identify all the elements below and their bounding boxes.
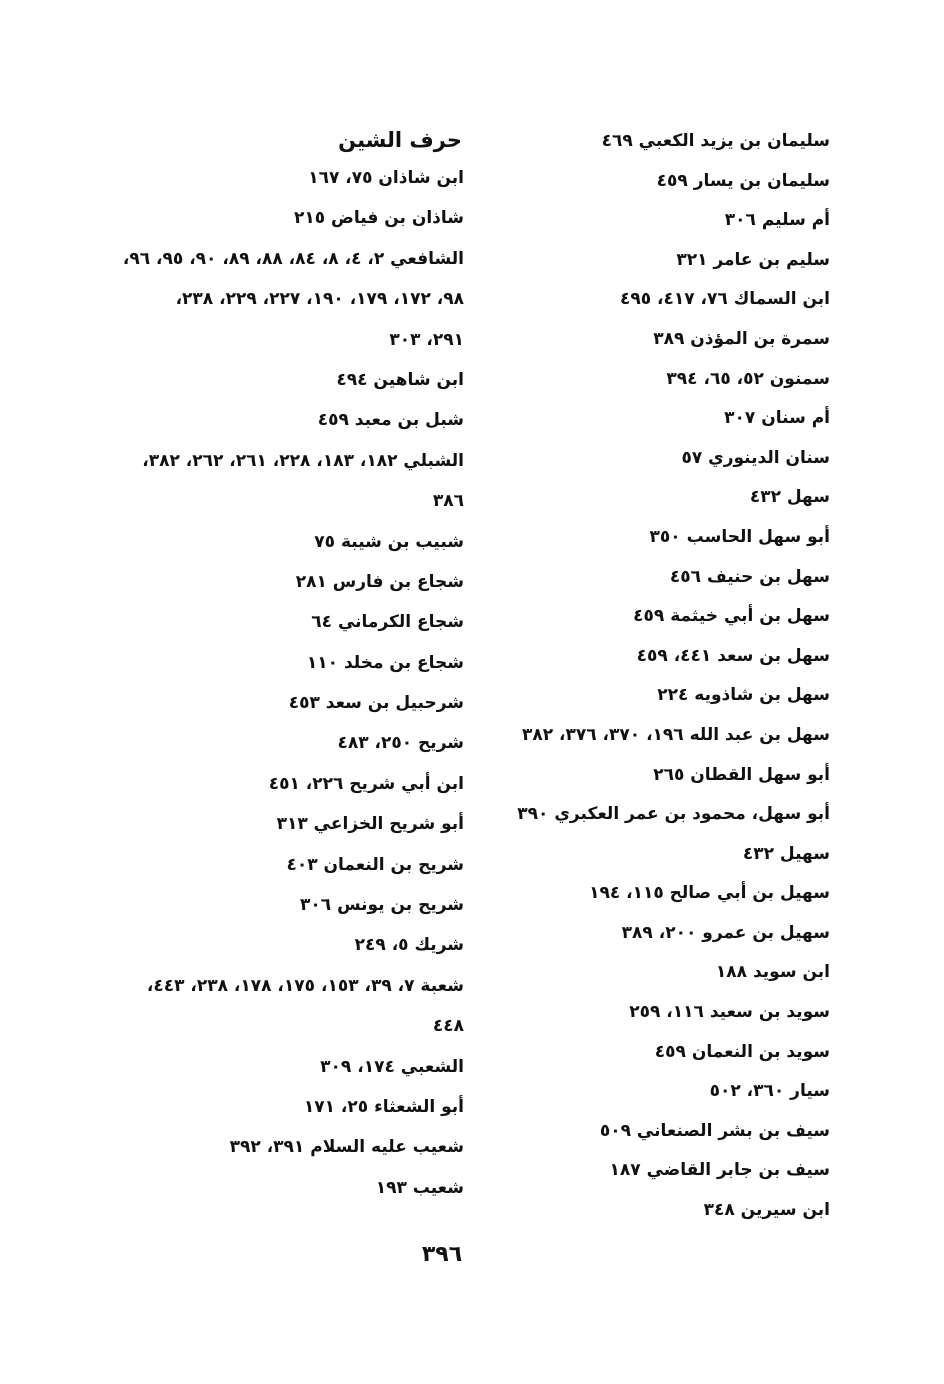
index-entry: أبو الشعثاء ٢٥، ١٧١ (303, 1096, 464, 1117)
index-entry: أبو سهل القطان ٢٦٥ (653, 764, 830, 785)
index-entry: شريح ٢٥٠، ٤٨٣ (337, 733, 464, 754)
index-entry: شعيب عليه السلام ٣٩١، ٣٩٢ (229, 1137, 464, 1158)
index-entry: شاذان بن فياض ٢١٥ (293, 208, 464, 229)
index-entry: سهل بن حنيف ٤٥٦ (669, 566, 830, 587)
index-entry: سهل بن عبد الله ١٩٦، ٣٧٠، ٣٧٦، ٣٨٢ (521, 724, 830, 745)
index-entry: أبو سهل، محمود بن عمر العكبري ٣٩٠ (517, 804, 830, 825)
index-entry: سهل بن سعد ٤٤١، ٤٥٩ (636, 645, 830, 666)
index-entry: شجاع بن مخلد ١١٠ (306, 652, 464, 673)
index-entry: شعيب ١٩٣ (375, 1177, 464, 1198)
index-entry: سيف بن بشر الصنعاني ٥٠٩ (599, 1120, 830, 1141)
index-entry-continuation: ٩٨، ١٧٢، ١٧٩، ١٩٠، ٢٢٧، ٢٢٩، ٢٣٨، (175, 289, 464, 310)
index-entry: سهل بن شاذويه ٢٢٤ (657, 685, 830, 706)
index-entry: شبيب بن شيبة ٧٥ (314, 531, 464, 552)
index-entry: شرحبيل بن سعد ٤٥٣ (288, 693, 464, 714)
index-entry: سيف بن جابر القاضي ١٨٧ (609, 1160, 830, 1181)
index-entry: شريك ٥، ٢٤٩ (354, 935, 464, 956)
index-entry: ابن سيرين ٣٤٨ (703, 1200, 830, 1221)
index-entry: أم سنان ٣٠٧ (724, 408, 830, 429)
index-entry: شعبة ٧، ٣٩، ١٥٣، ١٧٥، ١٧٨، ٢٣٨، ٤٤٣، (146, 975, 464, 996)
index-entry: سمنون ٥٢، ٦٥، ٣٩٤ (666, 368, 830, 389)
index-entry: أم سليم ٣٠٦ (724, 210, 830, 231)
index-entry: سهل ٤٣٢ (749, 487, 830, 508)
index-entry: ابن سويد ١٨٨ (715, 962, 830, 983)
index-entry: سهيل بن أبي صالح ١١٥، ١٩٤ (589, 883, 830, 904)
index-entry: سنان الدينوري ٥٧ (681, 447, 830, 468)
page-number: ٣٩٦ (421, 1242, 463, 1267)
index-entry: شريح بن يونس ٣٠٦ (300, 895, 464, 916)
index-entry: سليمان بن يزيد الكعبي ٤٦٩ (601, 131, 830, 151)
index-entry: شريح بن النعمان ٤٠٣ (286, 854, 464, 875)
index-entry: أبو شريح الخزاعي ٣١٣ (276, 814, 464, 835)
index-entry: سهل بن أبي خيثمة ٤٥٩ (633, 606, 830, 627)
index-entry: ابن شاذان ٧٥، ١٦٧ (308, 168, 464, 188)
index-entry: سليمان بن يسار ٤٥٩ (656, 170, 830, 191)
index-entry: سيار ٣٦٠، ٥٠٢ (709, 1081, 830, 1102)
index-entry: سليم بن عامر ٣٢١ (676, 249, 830, 270)
index-entry-continuation: ٣٨٦ (432, 491, 464, 512)
index-column-left (104, 122, 464, 1208)
index-entry: الشافعي ٢، ٤، ٨، ٨٤، ٨٨، ٨٩، ٩٠، ٩٥، ٩٦، (122, 248, 464, 269)
index-entry: شجاع الكرماني ٦٤ (311, 612, 464, 633)
index-entry: سمرة بن المؤذن ٣٨٩ (653, 328, 830, 349)
index-entry: الشبلي ١٨٢، ١٨٣، ٢٢٨، ٢٦١، ٢٦٢، ٣٨٢، (142, 450, 464, 471)
index-entry: ابن السماك ٧٦، ٤١٧، ٤٩٥ (619, 289, 830, 310)
index-entry-continuation: ٤٤٨ (432, 1016, 464, 1037)
index-entry: شجاع بن فارس ٢٨١ (295, 571, 464, 592)
index-entry: شبل بن معبد ٤٥٩ (317, 410, 464, 431)
index-entry: أبو سهل الحاسب ٣٥٠ (649, 526, 830, 547)
index-entry: الشعبي ١٧٤، ٣٠٩ (320, 1056, 464, 1077)
section-heading: حرف الشين (338, 128, 462, 152)
index-entry: سويد بن سعيد ١١٦، ٢٥٩ (629, 1002, 830, 1023)
index-entry-continuation: ٢٩١، ٣٠٣ (389, 329, 464, 350)
index-entry: سهيل ٤٣٢ (742, 843, 830, 864)
index-entry: سهيل بن عمرو ٢٠٠، ٣٨٩ (621, 922, 830, 943)
index-entry: ابن أبي شريح ٢٢٦، ٤٥١ (268, 773, 464, 794)
index-column-right (517, 122, 830, 1231)
index-entry: ابن شاهين ٤٩٤ (336, 369, 464, 390)
index-entry: سويد بن النعمان ٤٥٩ (654, 1041, 830, 1062)
